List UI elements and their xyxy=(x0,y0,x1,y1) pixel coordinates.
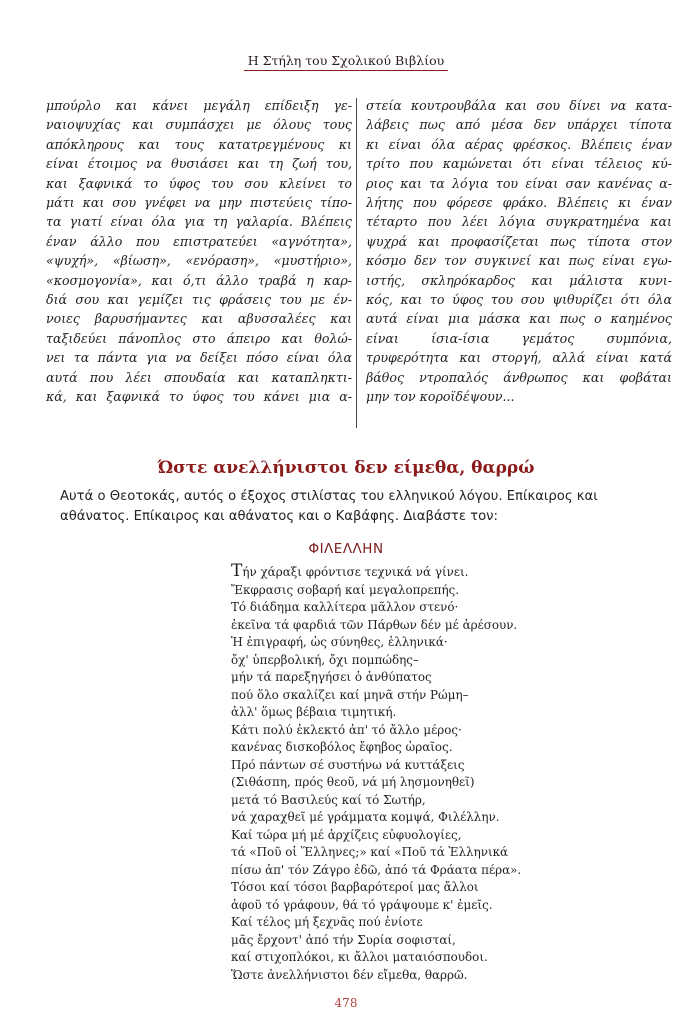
poem-line: Τήν χάραξι φρόντισε τεχνικά νά γίνει. xyxy=(231,561,469,581)
text-line: μπούρλο και κάνει μεγάλη επίδειξη γε- xyxy=(46,98,352,113)
poem-line: Ἔκφρασις σοβαρή καί μεγαλοπρεπής. xyxy=(231,582,460,597)
poem-line: Τόσοι καί τόσοι βαρβαρότεροί μας ἄλλοι xyxy=(231,880,479,894)
poem-title: ΦΙΛΕΛΛΗΝ xyxy=(308,541,384,557)
poem-line: Ὥστε ἀνελλήνιστοι δέν εἴμεθα, θαρρῶ. xyxy=(231,967,468,982)
poem-line: Κάτι πολύ ἐκλεκτό ἀπ' τό ἄλλο μέρος· xyxy=(231,722,462,737)
poem-line: μᾶς ἔρχοντ' ἀπό τήν Συρία σοφισταί, xyxy=(231,932,456,947)
poem-line: ὄχ' ὑπερβολική, ὄχι πομπώδης– xyxy=(231,652,419,667)
intro-paragraph xyxy=(60,487,666,527)
poem-line: Ἡ ἐπιγραφή, ὡς σύνηθες, ἑλληνικά· xyxy=(231,635,448,649)
text-line: ταξιδεύει πάνοπλος στο άπειρο και θολώ- xyxy=(46,330,352,346)
text-line: είναι έτοιμος να θυσιάσει και τη ζωή του, xyxy=(46,156,352,172)
text-line: στεία κουτρουβάλα και σου δίνει να κατα- xyxy=(366,98,672,113)
text-line: αυτά είναι μια μάσκα και πως ο καημένος xyxy=(366,311,672,327)
page-number: 478 xyxy=(334,996,358,1010)
poem-line: ἀλλ' ὅμως βέβαια τιμητική. xyxy=(231,705,397,719)
poem-line: νά χαραχθεῖ μέ γράμματα κομψά, Φιλέλλην. xyxy=(231,810,500,824)
poem-body xyxy=(231,563,651,984)
text-line: «κοσμογονία», και ό,τι άλλο τραβά η καρ- xyxy=(46,272,352,288)
poem-line: Καί τώρα μή μέ ἀρχίζεις εὐφυολογίες, xyxy=(231,827,462,842)
running-header xyxy=(0,50,692,71)
poem-line: (Σιθάσπη, πρός θεοῦ, νά μή λησμονηθεῖ) xyxy=(231,775,475,789)
poem-line: Καί τέλος μή ξεχνᾶς πού ἐνίοτε xyxy=(231,915,423,929)
intro-line: αθάνατος. Επίκαιρος και αθάνατος και ο Καβάφης. Διαβάστε τον: xyxy=(60,509,498,524)
text-line: αυτά που λέει σπουδαία και καταπληκτι- xyxy=(46,369,352,385)
intro-line: Αυτά ο Θεοτοκάς, αυτός ο έξοχος στιλίστας του ελληνικού λόγου. Επίκαιρος και xyxy=(60,489,598,504)
text-line: λάβεις πως από μέσα δεν υπάρχει τίποτα xyxy=(366,117,672,133)
text-line: τρυφερότητα και στοργή, αλλά είναι κατά xyxy=(366,350,672,366)
poem-line: μετά τό Βασιλεύς καί τό Σωτήρ, xyxy=(231,792,426,807)
poem-line: τά «Ποῦ οἱ Ἕλληνες;» καί «Ποῦ τά Ἑλληνικά xyxy=(231,845,509,859)
text-line: ναιοψυχίας και συμπάσχει με όλους τους xyxy=(46,117,352,133)
text-line: ιστής, σκληρόκαρδος και μάλιστα κυνι- xyxy=(366,272,672,288)
column-divider xyxy=(356,98,357,428)
text-line: ριος και τα λόγια του είναι σαν κανένας α- xyxy=(366,175,672,191)
poem-line: καί στιχοπλόκοι, κι ἄλλοι ματαιόσπουδοι. xyxy=(231,950,488,964)
text-line: νει τα πάντα για να δείξει πόσο είναι όλα xyxy=(46,350,352,366)
text-line: κόσμο δεν τον συγκινεί και πως είναι εγω- xyxy=(366,253,672,269)
left-text-column xyxy=(46,96,352,407)
poem-line: Τό διάδημα καλλίτερα μᾶλλον στενό· xyxy=(231,600,459,614)
text-line: διά σου και γεμίζει τις φράσεις του με έν- xyxy=(46,292,352,308)
poem-line: μήν τά παρεξηγήσει ὁ ἀνθύπατος xyxy=(231,670,432,684)
poem-line: ἐκεῖνα τά φαρδιά τῶν Πάρθων δέν μέ ἀρέσουν. xyxy=(231,617,518,632)
section-heading: Ώστε ανελλήνιστοι δεν είμεθα, θαρρώ xyxy=(157,458,535,478)
text-line: λήτης που φόρεσε φράκο. Βλέπεις κι έναν xyxy=(366,195,672,211)
text-line: τα γιατί είναι όλα για τη γαλαρία. Βλέπεις xyxy=(46,214,352,230)
text-line: τρίτο που καμώνεται ότι είναι τέλειος κύ- xyxy=(366,156,672,172)
right-text-column xyxy=(366,96,672,407)
text-line: μάτι και σου γνέφει να μην πιστεύεις τίπο- xyxy=(46,195,352,211)
poem-line: ἀφοῦ τό γράφουν, θά τό γράψουμε κ' ἐμεῖς. xyxy=(231,897,493,912)
text-line: και ξαφνικά το ύφος του σου κλείνει το xyxy=(46,175,352,191)
text-line: ψυχρά και προφασίζεται πως τίποτα στον xyxy=(366,233,672,249)
running-header-title: Η Στήλη του Σχολικού Βιβλίου xyxy=(244,53,448,71)
text-line: νοιες βαρυσήμαντες και αβυσσαλέες και xyxy=(46,311,352,327)
text-line: βάθος ντροπαλός άνθρωπος και φοβάται xyxy=(366,369,672,385)
poem-line: πίσω ἀπ' τόν Ζάγρο ἐδῶ, ἀπό τά Φράατα πέρα». xyxy=(231,862,522,877)
text-line: «ψυχή», «βίωση», «ενόραση», «μυστήριο», xyxy=(46,253,352,269)
text-line: είναι ίσια-ίσια γεμάτος συμπόνια, xyxy=(366,330,672,346)
text-line: κός, και το ύφος του σου ψιθυρίζει ότι όλα xyxy=(366,292,672,308)
text-line: κι είναι όλα αέρας φρέσκος. Βλέπεις έναν xyxy=(366,136,672,152)
poem-line: Πρό πάντων σέ συστήνω νά κυττάξεις xyxy=(231,757,465,772)
text-line: κά, και ξαφνικά το ύφος του κάνει μια α- xyxy=(46,389,352,405)
poem-line: πού ὅλο σκαλίζει καί μηνᾶ στήν Ρώμη– xyxy=(231,687,469,702)
text-line: τέταρτο που λέει λόγια συγκρατημένα και xyxy=(366,214,672,230)
text-line: έναν άλλο που επιστρατεύει «αγνότητα», xyxy=(46,233,352,249)
text-line: απόκληρους και τους κατατρεγμένους κι xyxy=(46,136,352,152)
poem-line: κανένας δισκοβόλος ἔφηβος ὡραῖος. xyxy=(231,740,453,754)
text-line: μην τον κοροϊδέψουν... xyxy=(366,389,515,405)
